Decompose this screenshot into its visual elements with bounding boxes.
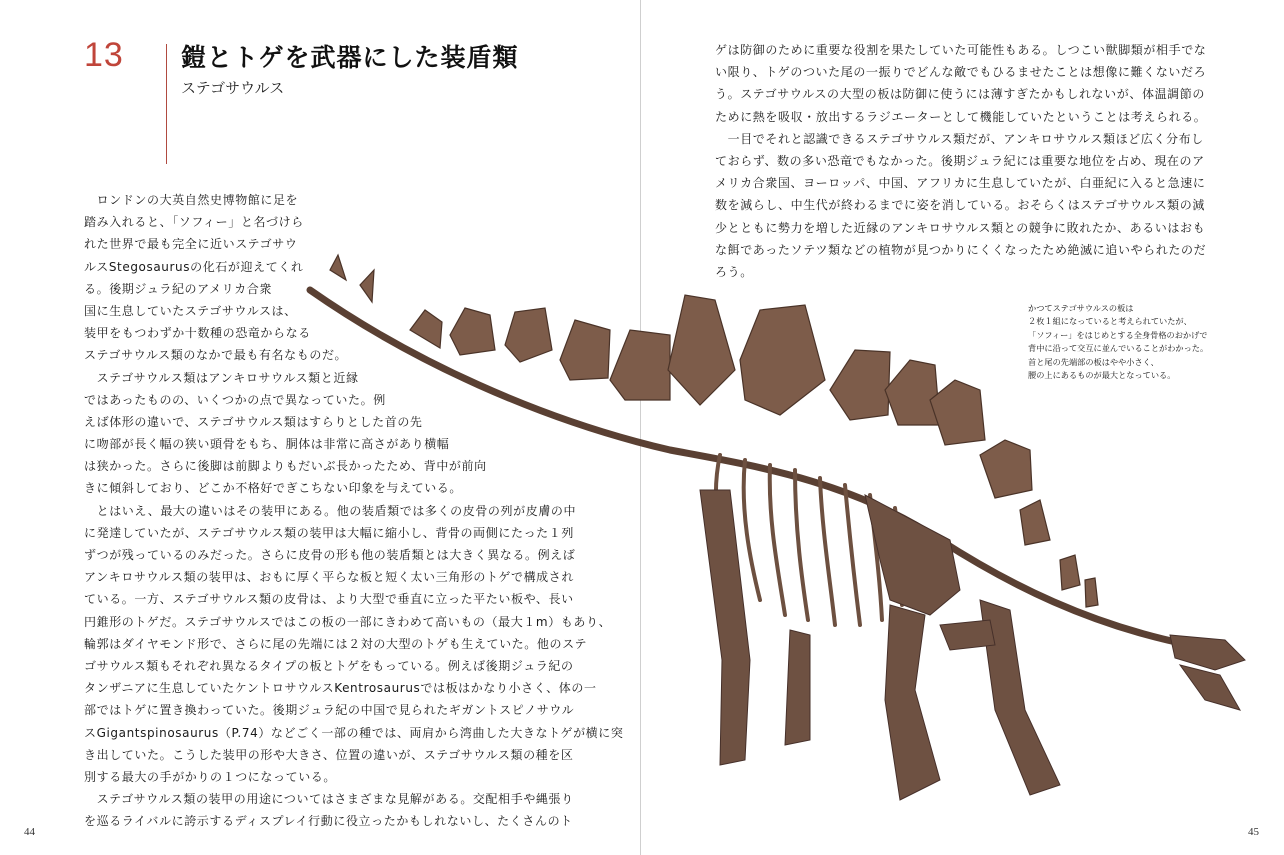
text-line: とはいえ、最大の違いはその装甲にある。他の装盾類では多くの皮骨の列が皮膚の中 bbox=[84, 503, 577, 518]
text-line: は狭かった。さらに後脚は前脚よりもだいぶ長かったため、背中が前向 bbox=[84, 459, 487, 474]
caption-line: 「ソフィー」をはじめとする全身骨格のおかげで bbox=[1028, 329, 1208, 340]
plate bbox=[980, 440, 1032, 498]
text-line: に吻部が長く幅の狭い頭骨をもち、胴体は非常に高さがあり横幅 bbox=[84, 437, 450, 452]
text-line: タンザニアに生息していたケントロサウルスKentrosaurusでは板はかなり小さく、体の一 bbox=[84, 681, 597, 696]
text-line: スGigantspinosaurus（P.74）などごく一部の種では、両肩から湾曲した大きなトゲが横に突 bbox=[84, 725, 624, 740]
text-line: る。後期ジュラ紀のアメリカ合衆 bbox=[84, 281, 272, 296]
tail-spike bbox=[940, 620, 995, 650]
plate bbox=[830, 350, 890, 420]
text-line: ルスStegosaurusの化石が迎えてくれ bbox=[84, 259, 304, 274]
plate bbox=[1060, 555, 1080, 590]
text-line: 国に生息していたステゴサウルスは、 bbox=[84, 303, 297, 318]
text-line: ゲは防御のために重要な役割を果たしていた可能性もある。しつこい獣脚類が相手でな bbox=[715, 43, 1207, 57]
page-number-right: 45 bbox=[1248, 826, 1259, 838]
chapter-number: 13 bbox=[84, 36, 124, 74]
text-line: ステゴサウルス類の装甲の用途についてはさまざまな見解がある。交配相手や縄張り bbox=[84, 792, 574, 807]
left-column-text bbox=[84, 189, 623, 832]
rib bbox=[820, 478, 835, 625]
rib bbox=[795, 470, 808, 620]
lower-jaw bbox=[1180, 665, 1240, 710]
skull bbox=[1170, 635, 1245, 670]
text-line: 円錐形のトゲだ。ステゴサウルスではこの板の一部にきわめて高いもの（最大１m）もあり、 bbox=[84, 614, 612, 629]
text-line: 別する最大の手がかりの１つになっている。 bbox=[84, 769, 337, 784]
text-line: 装甲をもつわずか十数種の恐竜からなる bbox=[84, 326, 311, 341]
front-leg bbox=[785, 630, 810, 745]
text-line: ずつが残っているのみだった。さらに皮骨の形も他の装盾類とは大きく異なる。例えば bbox=[84, 548, 576, 562]
text-line: れた世界で最も完全に近いステゴサウ bbox=[84, 237, 298, 252]
text-line: 少とともに勢力を増した近縁のアンキロサウルス類との競争に敗れたか、あるいはおも bbox=[715, 220, 1206, 235]
front-leg bbox=[700, 490, 750, 765]
chapter-title: 鎧とトゲを武器にした装盾類 bbox=[181, 43, 519, 72]
plate bbox=[885, 360, 940, 425]
photo-caption bbox=[1028, 302, 1208, 382]
page-number-left: 44 bbox=[24, 826, 35, 838]
plate bbox=[930, 380, 985, 445]
text-line: ステゴサウルス類のなかで最も有名なものだ。 bbox=[84, 348, 348, 363]
caption-line: 腰の上にあるものが最大となっている。 bbox=[1028, 370, 1176, 381]
text-line: ロンドンの大英自然史博物館に足を bbox=[84, 193, 299, 207]
caption-line: かつてステゴサウルスの板は bbox=[1028, 303, 1134, 313]
text-line: ではあったものの、いくつかの点で異なっていた。例 bbox=[84, 392, 386, 407]
text-line: ている。一方、ステゴサウルス類の皮骨は、より大型で垂直に立った平たい板や、長い bbox=[84, 592, 574, 607]
text-line: きに傾斜しており、どこか不格好でぎこちない印象を与えている。 bbox=[84, 481, 463, 496]
text-line: を巡るライバルに誇示するディスプレイ行動に役立ったかもしれないし、たくさんのト bbox=[84, 814, 573, 829]
rib bbox=[744, 460, 760, 600]
rib bbox=[845, 485, 860, 625]
text-line: えば体形の違いで、ステゴサウルス類はすらりとした首の先 bbox=[84, 414, 423, 429]
caption-line: 首と尾の先端部の板はやや小さく、 bbox=[1028, 356, 1159, 367]
plate bbox=[1085, 578, 1098, 607]
text-line: ておらず、数の多い恐竜でもなかった。後期ジュラ紀には重要な地位を占め、現在のア bbox=[715, 153, 1205, 168]
rib bbox=[770, 465, 785, 615]
plate bbox=[668, 295, 735, 405]
right-column-text bbox=[715, 39, 1206, 283]
text-line: 数を減らし、中生代が終わるまでに姿を消している。おそらくはステゴサウルス類の減 bbox=[715, 198, 1205, 213]
text-line: 踏み入れると、「ソフィー」と名づけら bbox=[84, 215, 304, 230]
caption-line: 背中に沿って交互に並んでいることがわかった。 bbox=[1028, 343, 1209, 354]
chapter-subtitle: ステゴサウルス bbox=[181, 79, 285, 97]
text-line: ゴサウルス類もそれぞれ異なるタイプの板とトゲをもっている。例えば後期ジュラ紀の bbox=[84, 658, 574, 673]
plate bbox=[740, 305, 825, 415]
text-line: 一目でそれと認識できるステゴサウルス類だが、アンキロサウルス類ほど広く分布し bbox=[715, 131, 1204, 146]
text-line: 輪郭はダイヤモンド形で、さらに尾の先端には２対の大型のトゲも生えていた。他のステ bbox=[84, 636, 588, 651]
text-line: ステゴサウルス類はアンキロサウルス類と近縁 bbox=[84, 370, 359, 385]
text-line: ろう。 bbox=[715, 264, 753, 279]
text-line: な餌であったソテツ類などの植物が見つかりにくくなったため絶滅に追いやられたのだ bbox=[715, 242, 1207, 257]
text-line: 部ではトゲに置き換わっていた。後期ジュラ紀の中国で見られたギガントスピノサウル bbox=[84, 703, 575, 718]
text-line: う。ステゴサウルスの大型の板は防御に使うには薄すぎたかもしれないが、体温調節の bbox=[715, 87, 1205, 102]
caption-line: ２枚１組になっていると考えられていたが、 bbox=[1028, 316, 1192, 327]
hind-leg bbox=[885, 605, 940, 800]
text-line: き出していた。こうした装甲の形や大きさ、位置の違いが、ステゴサウルス類の種を区 bbox=[84, 747, 574, 762]
text-line: アンキロサウルス類の装甲は、おもに厚く平らな板と短く太い三角形のトゲで構成され bbox=[84, 570, 574, 585]
text-line: メリカ合衆国、ヨーロッパ、中国、アフリカに生息していたが、白亜紀に入ると急速に bbox=[715, 176, 1206, 191]
plate bbox=[1020, 500, 1050, 545]
title-rule bbox=[166, 44, 167, 164]
text-line: い限り、トゲのついた尾の一振りでどんな敵でもひるませたことは想像に難くないだろ bbox=[715, 65, 1207, 80]
text-line: ために熱を吸収・放出するラジエーターとして機能していたということは考えられる。 bbox=[715, 109, 1207, 124]
text-line: に発達していたが、ステゴサウルス類の装甲は大幅に縮小し、背骨の両側にたった１列 bbox=[84, 525, 574, 540]
